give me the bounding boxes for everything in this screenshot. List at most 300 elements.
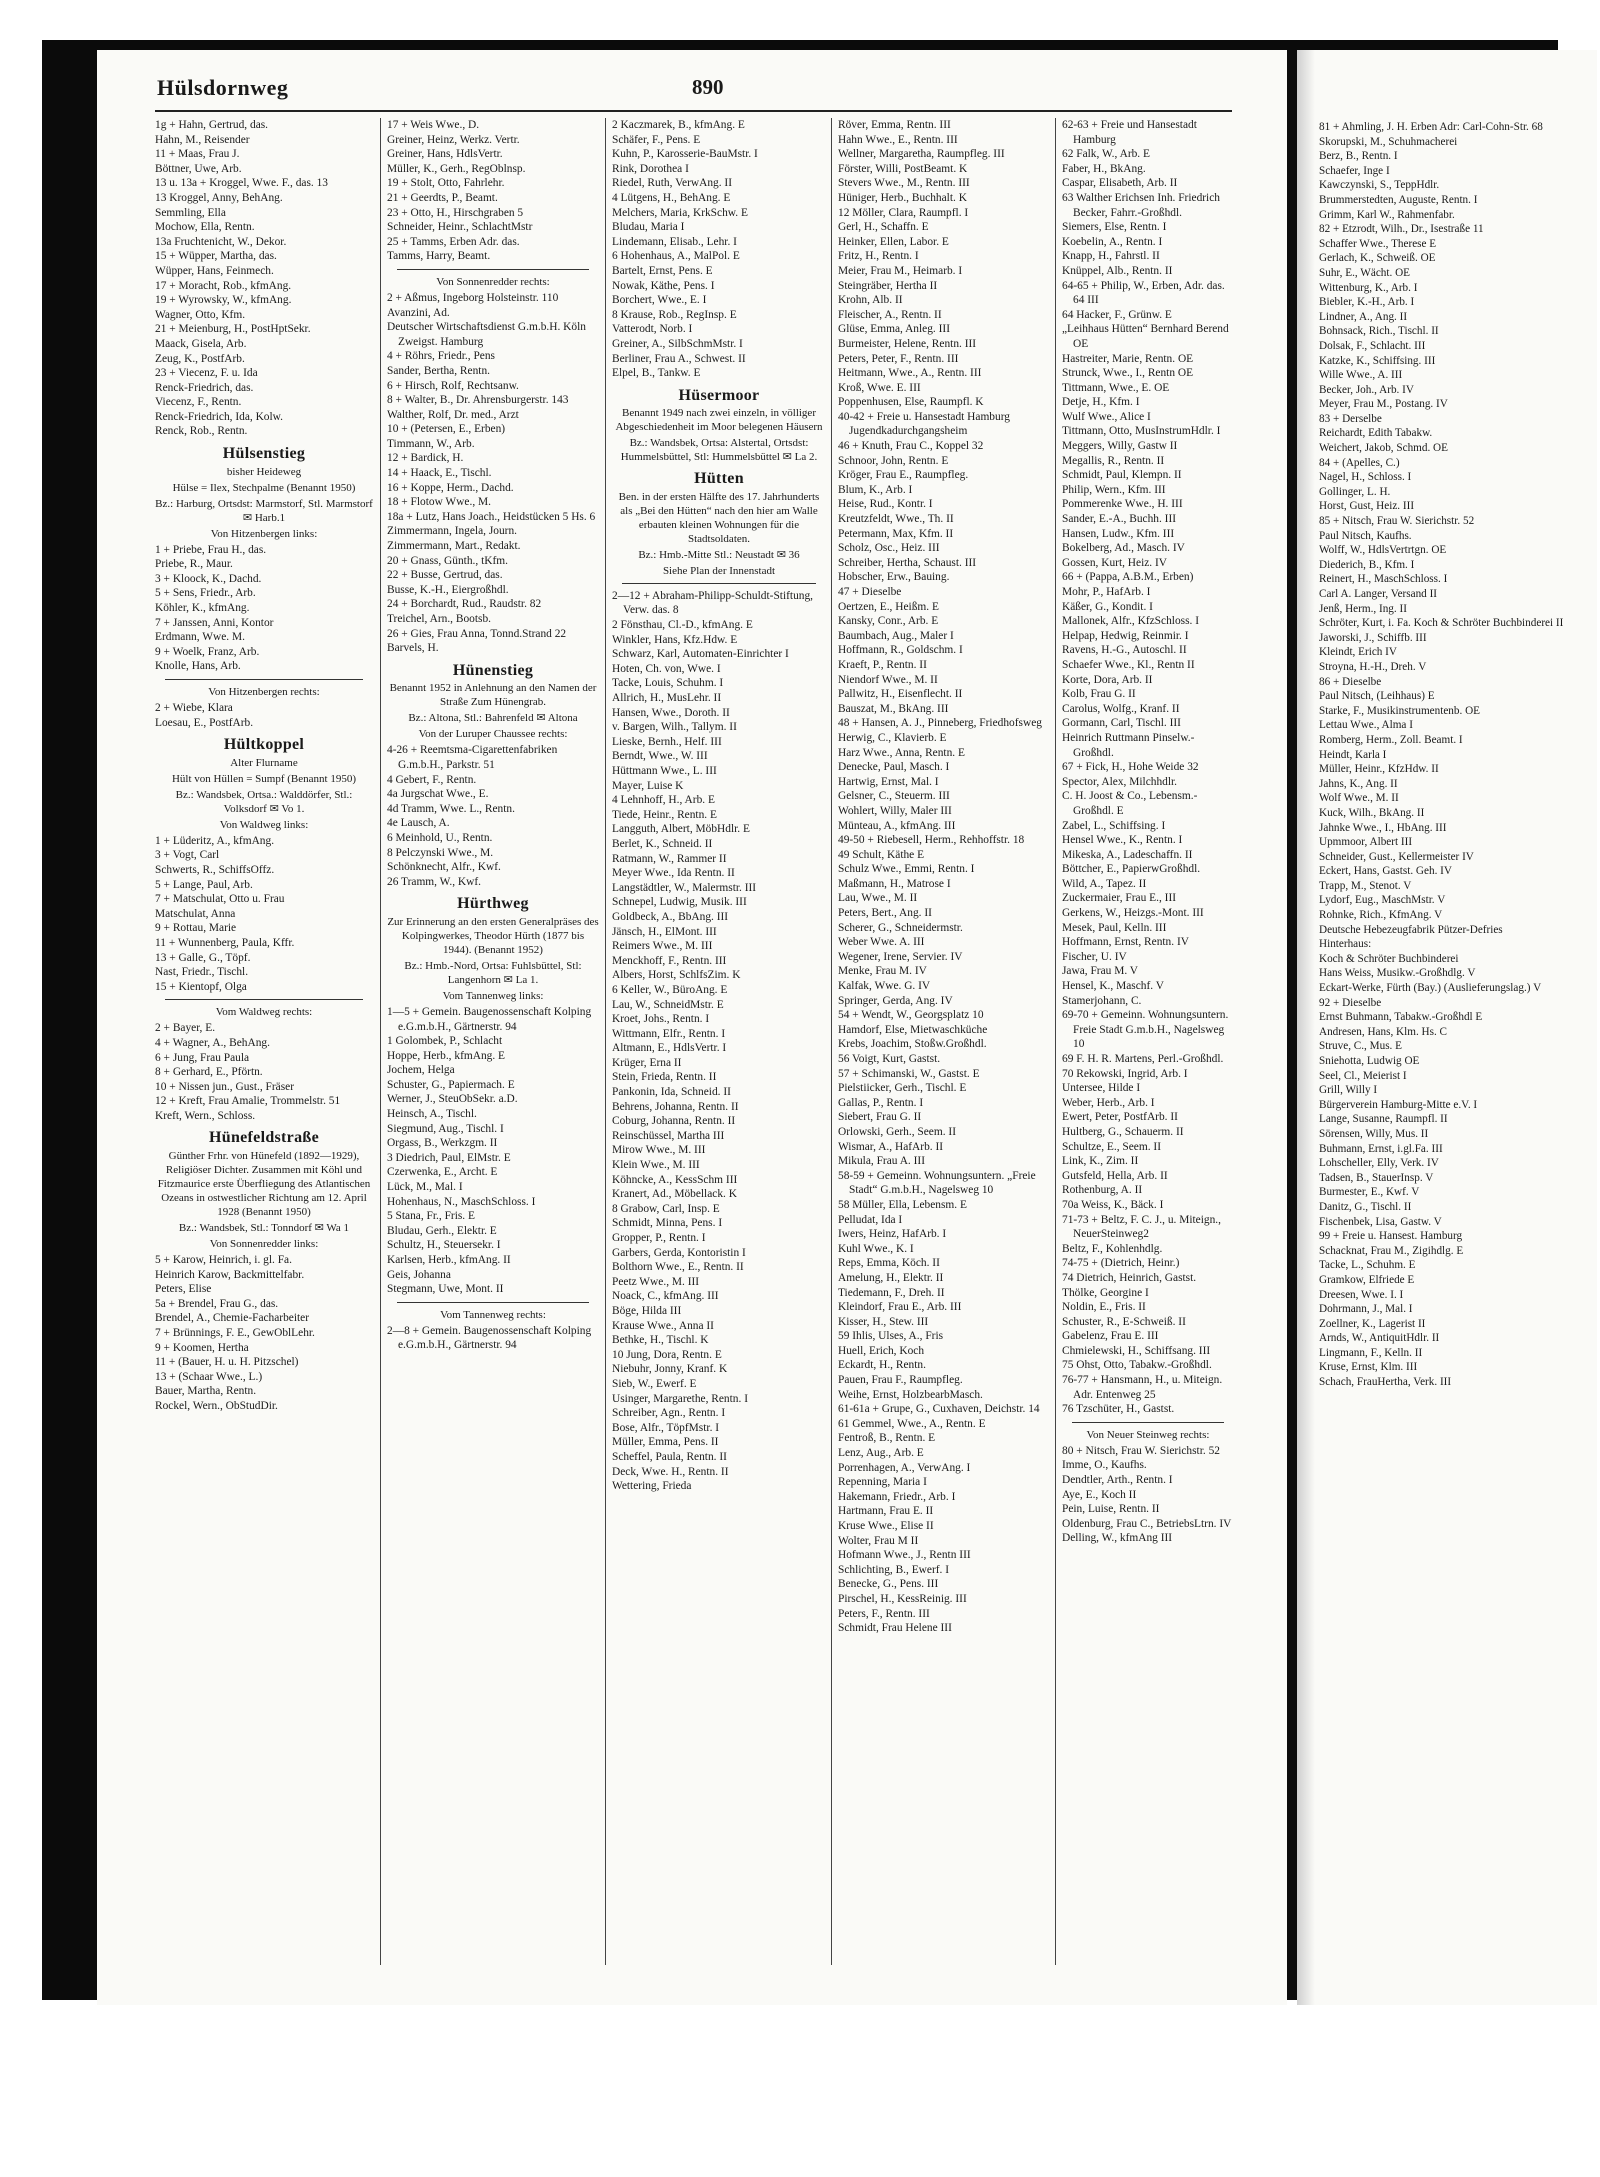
- directory-entry: Krüger, Erna II: [612, 1056, 682, 1069]
- directory-entry: Danitz, G., Tischl. II: [1319, 1200, 1412, 1213]
- directory-entry: 15 + Kientopf, Olga: [155, 980, 247, 993]
- directory-entry: Kranert, Ad., Möbellack. K: [612, 1188, 737, 1201]
- directory-entry: 20 + Gnass, Günth., tKfm.: [387, 554, 508, 567]
- street-note: Bz.: Wandsbek, Stl.: Tonndorf ✉ Wa 1: [178, 1222, 350, 1235]
- directory-entry: 2—8 + Gemein. Baugenossenschaft Kolping e.G.m.b.H., Gärtnerstr. 94: [387, 1324, 592, 1352]
- directory-entry: Jawa, Frau M. V: [1062, 965, 1139, 978]
- directory-entry: 9 + Woelk, Franz, Arb.: [155, 645, 260, 658]
- directory-entry: Gollinger, L. H.: [1319, 485, 1391, 498]
- directory-entry: 22 + Busse, Gertrud, das.: [387, 569, 503, 582]
- directory-entry: Amelung, H., Elektr. II: [838, 1271, 944, 1284]
- directory-entry: 23 + Viecenz, F. u. Ida: [155, 367, 258, 380]
- directory-entry: Greiner, Heinz, Werkz. Vertr.: [387, 133, 520, 146]
- directory-entry: Langstädtler, W., Malermstr. III: [612, 881, 757, 894]
- street-note: Von Sonnenredder rechts:: [436, 275, 550, 288]
- directory-entry: Fritz, H., Rentn. I: [838, 250, 919, 263]
- directory-entry: 9 + Rottau, Marie: [155, 922, 237, 935]
- directory-entry: Bludau, Gerh., Elektr. E: [387, 1224, 497, 1237]
- directory-entry: Garbers, Gerda, Kontoristin I: [612, 1246, 746, 1259]
- directory-entry: Schuster, R., E-Schweiß. II: [1062, 1315, 1186, 1328]
- street-note: Günther Frhr. von Hünefeld (1892—1929), Religiöser Dichter. Zusammen mit Köhl und Fitzmaurice erste Überfliegung des Atlantischen Ozeans in ostwestlicher Richtung am 12. April 1928 (Benannt 1950): [157, 1150, 371, 1219]
- directory-entry: 61 Gemmel, Wwe., A., Rentn. E: [838, 1417, 986, 1430]
- directory-entry: Renck-Friedrich, Ida, Kolw.: [155, 410, 283, 423]
- directory-entry: Busse, K.-H., Eiergroßhdl.: [387, 583, 509, 596]
- directory-entry: Bethke, H., Tischl. K: [612, 1334, 709, 1347]
- directory-entry: Lohscheller, Elly, Verk. IV: [1319, 1157, 1439, 1170]
- directory-entry: Wittmann, Elfr., Rentn. I: [612, 1027, 726, 1040]
- directory-entry: Schäfer, F., Pens. E: [612, 133, 701, 146]
- directory-entry: Dreesen, Wwe. I. I: [1319, 1288, 1404, 1301]
- directory-entry: Semmling, Ella: [155, 206, 226, 219]
- directory-entry: Heinrich Ruttmann Pinselw.-Großhdl.: [1062, 731, 1195, 759]
- directory-entry: 5 Stana, Fr., Fris. E: [387, 1210, 475, 1223]
- directory-entry: 2 Fönsthau, Cl.-D., kfmAng. E: [612, 619, 753, 632]
- directory-entry: 57 + Schimanski, W., Gastst. E: [838, 1067, 980, 1080]
- directory-entry: Jaworski, J., Schiffb. III: [1319, 631, 1427, 644]
- directory-entry: Altmann, E., HdlsVertr. I: [612, 1042, 727, 1055]
- directory-entry: 7 + Brünnings, F. E., GewOblLehr.: [155, 1327, 315, 1340]
- directory-entry: Bose, Alfr., TöpfMstr. I: [612, 1421, 720, 1434]
- directory-entry: 4 + Wagner, A., BehAng.: [155, 1036, 270, 1049]
- directory-entry: Schnoor, John, Rentn. E: [838, 454, 949, 467]
- directory-entry: 47 + Dieselbe: [838, 586, 902, 598]
- directory-entry: Schwerts, R., SchiffsOffz.: [155, 863, 275, 876]
- directory-entry: Hobscher, Erw., Bauing.: [838, 571, 950, 584]
- directory-entry: 23 + Otto, H., Hirschgraben 5: [387, 206, 524, 219]
- directory-entry: Nagel, H., Schloss. I: [1319, 471, 1412, 484]
- directory-entry: Werner, J., SteuObSekr. a.D.: [387, 1093, 518, 1106]
- directory-entry: Kreft, Wern., Schloss.: [155, 1109, 256, 1122]
- directory-entry: Gallas, P., Rentn. I: [838, 1096, 924, 1109]
- directory-entry: Wolff, W., HdlsVertrtgn. OE: [1319, 544, 1447, 557]
- directory-entry: Krebs, Joachim, Stoßw.Großhdl.: [838, 1038, 987, 1051]
- directory-entry: Zeug, K., PostfArb.: [155, 352, 245, 365]
- directory-entry: Schnepel, Ludwig, Musik. III: [612, 896, 747, 909]
- directory-entry: Mirow Wwe., M. III: [612, 1144, 706, 1157]
- directory-entry: 4-26 + Reemtsma-Cigarettenfabriken G.m.b.H., Parkstr. 51: [387, 744, 558, 771]
- directory-entry: 70a Weiss, K., Bäck. I: [1062, 1198, 1164, 1211]
- directory-entry: Hansen, Ludw., Kfm. III: [1062, 527, 1175, 540]
- directory-entry: Mikeska, A., Ladeschaffn. II: [1062, 848, 1193, 861]
- street-note: Von Neuer Steinweg rechts:: [1086, 1428, 1210, 1441]
- directory-entry: Burmeister, Helene, Rentn. III: [838, 337, 977, 350]
- directory-entry: Reinschüssel, Martha III: [612, 1129, 725, 1142]
- directory-entry: Gramkow, Elfriede E: [1319, 1273, 1415, 1286]
- directory-entry: Lange, Susanne, Raumpfl. II: [1319, 1113, 1448, 1126]
- directory-entry: Gossen, Kurt, Heiz. IV: [1062, 556, 1168, 569]
- directory-entry: Wolf Wwe., M. II: [1319, 792, 1399, 805]
- directory-entry: Gormann, Carl, Tischl. III: [1062, 717, 1181, 730]
- directory-entry: Schach, FrauHertha, Verk. III: [1319, 1376, 1452, 1389]
- directory-entry: Herwig, C., Klavierb. E: [838, 731, 947, 744]
- directory-entry: Suhr, E., Wächt. OE: [1319, 266, 1411, 279]
- directory-entry: Zabel, L., Schiffsing. I: [1062, 819, 1166, 832]
- directory-entry: Spector, Alex, Milchhdlr.: [1062, 775, 1178, 788]
- directory-entry: Philip, Wern., Kfm. III: [1062, 483, 1166, 496]
- directory-entry: 4 Lehnhoff, H., Arb. E: [612, 794, 715, 807]
- directory-entry: Avanzini, Ad.: [387, 306, 450, 319]
- directory-entry: Dendtler, Arth., Rentn. I: [1062, 1474, 1173, 1487]
- directory-entry: Wüpper, Hans, Feinmech.: [155, 264, 274, 277]
- directory-entry: Schulz Wwe., Emmi, Rentn. I: [838, 863, 975, 876]
- directory-entry: Kuhn, P., Karosserie-BauMstr. I: [612, 148, 758, 161]
- directory-entry: Kroß, Wwe. E. III: [838, 381, 921, 394]
- directory-entry: Eckert, Hans, Gastst. Geh. IV: [1319, 865, 1452, 878]
- directory-entry: Knüppel, Alb., Rentn. II: [1062, 264, 1173, 277]
- directory-entry: Carolus, Wolfg., Kranf. II: [1062, 702, 1180, 715]
- street-heading: Hültkoppel: [223, 736, 305, 754]
- directory-entry: 64-65 + Philip, W., Erben, Adr. das. 64 III: [1062, 279, 1225, 307]
- directory-entry: Pauen, Frau F., Raumpfleg.: [838, 1374, 963, 1387]
- directory-entry: 2 + Wiebe, Klara: [155, 702, 233, 714]
- directory-entry: Heitmann, Wwe., A., Rentn. III: [838, 367, 982, 380]
- directory-entry: Faber, H., BkAng.: [1062, 162, 1146, 175]
- directory-entry: Kuhl Wwe., K. I: [838, 1242, 914, 1255]
- directory-entry: 6 Meinhold, U., Rentn.: [387, 831, 493, 844]
- street-note: Von Sonnenredder links:: [209, 1238, 319, 1251]
- directory-entry: 4 + Röhrs, Friedr., Pens: [387, 350, 495, 363]
- directory-entry: 21 + Geerdts, P., Beamt.: [387, 191, 498, 204]
- directory-entry: Kraeft, P., Rentn. II: [838, 658, 927, 671]
- directory-entry: Scholz, Osc., Heiz. III: [838, 542, 940, 555]
- directory-entry: 59 Ihlis, Ulses, A., Fris: [838, 1330, 944, 1343]
- directory-entry: Erdmann, Wwe. M.: [155, 631, 245, 644]
- directory-entry: 5 + Sens, Friedr., Arb.: [155, 587, 256, 600]
- directory-entry: 76-77 + Hansmann, H., u. Miteign. Adr. Entenweg 25: [1062, 1374, 1223, 1401]
- directory-entry: Kolb, Frau G. II: [1062, 688, 1136, 701]
- directory-entry: 66 + (Pappa, A.B.M., Erben): [1062, 571, 1194, 584]
- directory-entry: Weber, Herb., Arb. I: [1062, 1096, 1155, 1109]
- directory-entry: 4d Tramm, Wwe. L., Rentn.: [387, 802, 515, 815]
- street-note: Bz.: Hmb.-Mitte Stl.: Neustadt ✉ 36: [638, 548, 800, 561]
- page-gutter-shadow: [1297, 50, 1315, 2005]
- directory-entry: Nast, Friedr., Tischl.: [155, 966, 249, 979]
- directory-entry: 54 + Wendt, W., Georgsplatz 10: [838, 1009, 984, 1022]
- directory-entry: Eckardt, H., Rentn.: [838, 1359, 926, 1372]
- street-note: Ben. in der ersten Hälfte des 17. Jahrhunderts als „Bei den Hütten“ nach den hier am Walle erbauten kleinen Wohnungen für die Stadtsoldaten.: [618, 490, 820, 545]
- directory-entry: Pommerenke Wwe., H. III: [1062, 498, 1183, 511]
- directory-entry: Stegmann, Uwe, Mont. II: [387, 1283, 504, 1296]
- directory-entry: Berliner, Frau A., Schwest. II: [612, 352, 746, 365]
- street-note: Von Hitzenbergen links:: [210, 527, 318, 540]
- street-note: Bz.: Wandsbek, Ortsa: Alstertal, Ortsdst: Hummelsbüttel, Stl: Hummelsbüttel ✉ La 2.: [620, 437, 818, 464]
- directory-entry: „Leihhaus Hütten“ Bernhard Berend OE: [1062, 323, 1229, 350]
- directory-entry: Zuckermaier, Frau E., III: [1062, 892, 1177, 905]
- directory-entry: Tacke, L., Schuhm. E: [1319, 1259, 1416, 1272]
- directory-entry: Lindner, A., Ang. II: [1319, 310, 1408, 323]
- directory-entry: 56 Voigt, Kurt, Gastst.: [838, 1053, 941, 1065]
- directory-entry: Biebler, K.-H., Arb. I: [1319, 296, 1415, 309]
- directory-entry: Rockel, Wern., ObStudDir.: [155, 1400, 278, 1412]
- directory-entry: 19 + Wyrowsky, W., kfmAng.: [155, 294, 292, 307]
- directory-entry: Grimm, Karl W., Rahmenfabr.: [1319, 208, 1455, 221]
- directory-entry: Melchers, Maria, KrkSchw. E: [612, 206, 748, 219]
- directory-entry: Oertzen, E., Heißm. E: [838, 600, 939, 613]
- directory-entry: Bolthorn Wwe., E., Rentn. II: [612, 1261, 744, 1274]
- directory-entry: Paul Nitsch, Kaufhs.: [1319, 529, 1412, 542]
- directory-entry: Porrenhagen, A., VerwAng. I: [838, 1461, 971, 1474]
- directory-entry: Brendel, A., Chemie-Facharbeiter: [155, 1312, 310, 1325]
- directory-entry: Barvels, H.: [387, 642, 439, 655]
- directory-entry: Matschulat, Anna: [155, 907, 236, 920]
- page-number: 890: [692, 75, 724, 99]
- directory-entry: Schwarz, Karl, Automaten-Einrichter I: [612, 648, 789, 661]
- directory-entry: Noack, C., kfmAng. III: [612, 1290, 719, 1303]
- directory-entry: 46 + Knuth, Frau C., Koppel 32: [838, 440, 984, 453]
- street-note: Hült von Hüllen = Sumpf (Benannt 1950): [171, 772, 357, 785]
- directory-entry: Wittenburg, K., Arb. I: [1319, 281, 1418, 294]
- directory-entry: Becker, Joh., Arb. IV: [1319, 383, 1414, 396]
- directory-entry: Starke, F., Musikinstrumentenb. OE: [1319, 704, 1480, 717]
- directory-entry: Deutsche Hebezeugfabrik Pützer-Defries: [1319, 923, 1503, 936]
- street-note: Alter Flurname: [230, 756, 298, 769]
- directory-entry: 4 Gebert, F., Rentn.: [387, 773, 477, 786]
- directory-entry: Bauer, Martha, Rentn.: [155, 1385, 257, 1398]
- directory-entry: 10 Jung, Dora, Rentn. E: [612, 1348, 722, 1361]
- directory-entry: Wohlert, Willy, Maler III: [838, 804, 952, 817]
- directory-entry: Korte, Dora, Arb. II: [1062, 673, 1153, 686]
- directory-entry: 5a + Brendel, Frau G., das.: [155, 1297, 279, 1310]
- directory-entry: 3 + Kloock, K., Dachd.: [155, 572, 262, 585]
- directory-entry: Hahn, M., Reisender: [155, 133, 250, 146]
- directory-entry: Wolter, Frau M II: [838, 1534, 919, 1547]
- directory-entry: 69 F. H. R. Martens, Perl.-Großhdl.: [1062, 1053, 1224, 1065]
- directory-entry: 75 Ohst, Otto, Tabakw.-Großhdl.: [1062, 1359, 1212, 1372]
- directory-entry: Upmmoor, Albert III: [1319, 836, 1413, 849]
- street-note: Bz.: Wandsbek, Ortsa.: Walddörfer, Stl.: Volksdorf ✉ Vo 1.: [175, 788, 353, 815]
- directory-entry: Schreiber, Hertha, Schaust. III: [838, 556, 977, 569]
- directory-entry: 13a Fruchtenicht, W., Dekor.: [155, 235, 287, 248]
- directory-entry: Kuck, Wilh., BkAng. II: [1319, 806, 1425, 819]
- directory-entry: 80 + Nitsch, Frau W. Sierichstr. 52: [1062, 1444, 1220, 1457]
- directory-entry: 26 + Gies, Frau Anna, Tonnd.Strand 22: [387, 627, 567, 640]
- directory-entry: 6 Hohenhaus, A., MalPol. E: [612, 250, 740, 263]
- directory-entry: Wegener, Irene, Servier. IV: [838, 950, 963, 963]
- directory-entry: 86 + Dieselbe: [1319, 675, 1382, 688]
- directory-entry: Aye, E., Koch II: [1062, 1488, 1137, 1501]
- directory-entry: Hensel, K., Maschf. V: [1062, 980, 1164, 993]
- street-heading: Hütten: [694, 470, 744, 488]
- directory-entry: Lettau Wwe., Alma I: [1319, 719, 1413, 732]
- directory-entry: Meier, Frau M., Heimarb. I: [838, 264, 963, 277]
- directory-entry: Menckhoff, F., Rentn. III: [612, 954, 727, 967]
- directory-entry: Wulf Wwe., Alice I: [1062, 410, 1151, 423]
- directory-entry: Paul Nitsch, (Leihhaus) E: [1319, 690, 1435, 703]
- directory-entry: 12 + Bardick, H.: [387, 452, 464, 465]
- directory-entry: Horst, Gust, Heiz. III: [1319, 500, 1415, 513]
- directory-entry: Rothenburg, A. II: [1062, 1184, 1143, 1197]
- directory-entry: Köhler, K., kfmAng.: [155, 602, 250, 615]
- directory-entry: Hensel Wwe., K., Rentn. I: [1062, 834, 1183, 847]
- section-divider: [622, 583, 816, 584]
- directory-entry: Weichert, Jakob, Schmd. OE: [1319, 442, 1448, 455]
- directory-entry: Bohnsack, Rich., Tischl. II: [1319, 325, 1439, 338]
- directory-entry: Pankonin, Ida, Schneid. II: [612, 1086, 731, 1099]
- directory-entry: Skorupski, M., Schuhmacherei: [1319, 135, 1458, 148]
- directory-entry: 14 + Haack, E., Tischl.: [387, 467, 492, 480]
- directory-entry: Hinterhaus:: [1319, 938, 1372, 951]
- directory-entry: 76 Tzschüter, H., Gastst.: [1062, 1403, 1175, 1416]
- directory-entry: 9 + Koomen, Hertha: [155, 1341, 249, 1354]
- directory-entry: Pallwitz, H., Eisenflecht. II: [838, 688, 963, 701]
- directory-entry: Krause Wwe., Anna II: [612, 1319, 714, 1332]
- directory-entry: Zimmermann, Mart., Redakt.: [387, 540, 521, 553]
- directory-entry: 2 + Aßmus, Ingeborg Holsteinstr. 110: [387, 291, 559, 304]
- directory-entry: Tiede, Heinr., Rentn. E: [612, 808, 717, 821]
- directory-entry: Beltz, F., Kohlenhdlg.: [1062, 1242, 1163, 1255]
- directory-entry: Scherer, G., Schneidermstr.: [838, 921, 963, 934]
- directory-entry: Röver, Emma, Rentn. III: [838, 119, 951, 131]
- directory-entry: Weihe, Ernst, HolzbearbMasch.: [838, 1388, 983, 1401]
- directory-entry: Fischenbek, Lisa, Gastw. V: [1319, 1215, 1442, 1228]
- directory-entry: Struve, C., Mus. E: [1319, 1040, 1402, 1053]
- directory-entry: Menke, Frau M. IV: [838, 965, 927, 978]
- directory-entry: 82 + Etzrodt, Wilh., Dr., Isestraße 11: [1319, 223, 1484, 236]
- directory-entry: Reinert, H., MaschSchloss. I: [1319, 573, 1448, 586]
- directory-entry: Heinsch, A., Tischl.: [387, 1108, 477, 1121]
- directory-entry: Carl A. Langer, Versand II: [1319, 588, 1438, 600]
- directory-entry: 12 + Kreft, Frau Amalie, Trommelstr. 51: [155, 1095, 341, 1108]
- directory-entry: Usinger, Margarethe, Rentn. I: [612, 1392, 748, 1405]
- directory-entry: Jänsch, H., ElMont. III: [612, 925, 717, 938]
- directory-entry: Schneider, Gust., Kellermeister IV: [1319, 850, 1474, 863]
- directory-entry: 58 Müller, Ella, Lebensm. E: [838, 1198, 967, 1211]
- directory-entry: 15 + Wüpper, Martha, das.: [155, 250, 277, 263]
- directory-entry: 67 + Fick, H., Hohe Weide 32: [1062, 761, 1199, 774]
- directory-column-1: [155, 118, 379, 1965]
- directory-entry: Schuster, G., Papiermach. E: [387, 1078, 515, 1091]
- directory-entry: 69-70 + Gemeinn. Wohnungsuntern. Freie Stadt G.m.b.H., Nagelsweg 10: [1062, 1009, 1229, 1051]
- section-divider: [397, 269, 589, 270]
- directory-entry: Stevers Wwe., M., Rentn. III: [838, 177, 970, 190]
- directory-entry: v. Bargen, Wilh., Tallym. II: [612, 721, 737, 734]
- directory-entry: Niendorf Wwe., M. II: [838, 673, 938, 686]
- directory-entry: Rink, Dorothea I: [612, 162, 689, 175]
- directory-entry: Gabelenz, Frau E. III: [1062, 1330, 1159, 1343]
- directory-entry: 63 Walther Erichsen Inh. Friedrich Becker, Fahrr.-Großhdl.: [1062, 191, 1220, 219]
- directory-entry: 11 + Maas, Frau J.: [155, 148, 240, 161]
- directory-entry: 11 + (Bauer, H. u. H. Pitzschel): [155, 1356, 299, 1369]
- street-note: Vom Waldweg rechts:: [215, 1006, 313, 1019]
- street-heading: Hünenstieg: [452, 661, 534, 679]
- directory-entry: Koebelin, A., Rentn. I: [1062, 235, 1163, 248]
- directory-entry: Kalfak, Wwe. G. IV: [838, 980, 931, 993]
- directory-entry: Eckart-Werke, Fürth (Bay.) (Auslieferungslag.) V: [1319, 982, 1542, 995]
- directory-entry: Berz, B., Rentn. I: [1319, 150, 1398, 163]
- directory-entry: Renck-Friedrich, das.: [155, 381, 254, 394]
- directory-entry: Sander, E.-A., Buchh. III: [1062, 513, 1177, 526]
- directory-entry: Pielstiicker, Gerh., Tischl. E: [838, 1082, 967, 1095]
- directory-entry: 5 + Karow, Heinrich, i. gl. Fa.: [155, 1254, 292, 1267]
- directory-entry: Lydorf, Eug., MaschMstr. V: [1319, 894, 1446, 907]
- directory-entry: 6 Keller, W., BüroAng. E: [612, 983, 728, 996]
- directory-entry: Gerkens, W., Heizgs.-Mont. III: [1062, 907, 1204, 920]
- directory-entry: Siemers, Else, Rentn. I: [1062, 221, 1167, 234]
- directory-entry: Wettering, Frieda: [612, 1480, 692, 1493]
- directory-entry: 17 + Weis Wwe., D.: [387, 119, 480, 131]
- directory-entry: Kawczynski, S., TeppHdlr.: [1319, 179, 1440, 192]
- directory-entry: Behrens, Johanna, Rentn. II: [612, 1100, 739, 1113]
- directory-entry: 84 + (Apelles, C.): [1319, 456, 1400, 469]
- directory-entry: 10 + Nissen jun., Gust., Fräser: [155, 1080, 294, 1093]
- directory-entry: Steingräber, Hertha II: [838, 279, 938, 292]
- street-heading: Hülsenstieg: [222, 445, 306, 463]
- scan-background: [42, 40, 1564, 2000]
- directory-entry: 6 + Hirsch, Rolf, Rechtsanw.: [387, 379, 519, 392]
- directory-entry: Ravens, H.-G., Autoschl. II: [1062, 644, 1187, 657]
- street-heading: Hüsermoor: [678, 386, 760, 404]
- header-rule: [155, 110, 1232, 112]
- directory-entry: Hamdorf, Else, Mietwaschküche: [838, 1023, 988, 1036]
- street-note: bisher Heideweg: [226, 465, 302, 478]
- directory-entry: Hoppe, Herb., kfmAng. E: [387, 1049, 505, 1062]
- directory-entry: Maack, Gisela, Arb.: [155, 337, 247, 350]
- directory-entry: Hofmann Wwe., J., Rentn III: [838, 1549, 971, 1562]
- directory-entry: Lingmann, F., Kelln. II: [1319, 1346, 1423, 1359]
- directory-entry: Langguth, Albert, MöbHdlr. E: [612, 823, 750, 836]
- directory-entry: Diederich, B., Kfm. I: [1319, 558, 1415, 571]
- directory-column-2: [380, 118, 605, 1965]
- directory-entry: Bartelt, Ernst, Pens. E: [612, 264, 713, 277]
- directory-entry: 26 Tramm, W., Kwf.: [387, 875, 481, 888]
- directory-entry: Nowak, Käthe, Pens. I: [612, 279, 715, 292]
- directory-entry: Imme, O., Kaufhs.: [1062, 1459, 1147, 1472]
- directory-entry: Stamerjohann, C.: [1062, 994, 1142, 1007]
- section-divider: [165, 679, 363, 680]
- directory-entry: Strunck, Wwe., I., Rentn OE: [1062, 367, 1194, 380]
- directory-column-4: [831, 118, 1056, 1965]
- directory-entry: Mayer, Luise K: [612, 779, 684, 792]
- street-note: Benannt 1949 nach zwei einzeln, in völliger Abgeschiedenheit im Moor belegenen Häusern: [615, 407, 823, 434]
- directory-entry: Dohrmann, J., Mal. I: [1319, 1303, 1413, 1316]
- directory-entry: Pelludat, Ida I: [838, 1213, 903, 1226]
- directory-entry: Klein Wwe., M. III: [612, 1159, 700, 1172]
- directory-entry: Köhncke, A., KessSchm III: [612, 1173, 738, 1186]
- directory-entry: Schlichting, B., Ewerf. I: [838, 1563, 950, 1576]
- directory-entry: Winkler, Hans, Kfz.Hdw. E: [612, 633, 738, 646]
- directory-entry: 3 + Vogt, Carl: [155, 849, 220, 862]
- directory-entry: Andresen, Hans, Klm. Hs. C: [1319, 1025, 1448, 1038]
- right-page: [1297, 50, 1597, 2005]
- directory-entry: Tacke, Louis, Schuhm. I: [612, 677, 724, 690]
- directory-entry: Schreiber, Agn., Rentn. I: [612, 1407, 726, 1420]
- directory-entry: Meggers, Willy, Gastw II: [1062, 440, 1178, 453]
- directory-entry: Scheffel, Paula, Rentn. II: [612, 1450, 727, 1463]
- directory-entry: Kruse, Ernst, Klm. III: [1319, 1361, 1418, 1374]
- directory-entry: Münteau, A., kfmAng. III: [838, 819, 956, 832]
- street-heading: Hünefeldstraße: [209, 1129, 319, 1147]
- directory-entry: Wagner, Otto, Kfm.: [155, 308, 246, 321]
- directory-entry: Deutscher Wirtschaftsdienst G.m.b.H. Köln Zweigst. Hamburg: [387, 321, 586, 348]
- directory-entry: Mikula, Frau A. III: [838, 1155, 925, 1168]
- directory-entry: 4e Lausch, A.: [387, 817, 450, 830]
- directory-entry: Schmidt, Minna, Pens. I: [612, 1217, 723, 1230]
- directory-entry: Gerlach, K., Schweiß. OE: [1319, 252, 1436, 265]
- directory-entry: Brummerstedten, Auguste, Rentn. I: [1319, 193, 1478, 206]
- directory-entry: Harz Wwe., Anna, Rentn. E: [838, 746, 965, 759]
- street-note: Von Hitzenbergen rechts:: [208, 686, 320, 698]
- directory-entry: Orlowski, Gerh., Seem. II: [838, 1125, 956, 1138]
- left-page: [97, 50, 1287, 2005]
- directory-column-right: [1319, 120, 1587, 1965]
- directory-entry: 8 + Gerhard, E., Pförtn.: [155, 1066, 263, 1079]
- directory-entry: 21 + Meienburg, H., PostHptSekr.: [155, 323, 311, 336]
- street-note: Hülse = Ilex, Stechpalme (Benannt 1950): [172, 481, 356, 494]
- directory-entry: 8 Krause, Rob., RegInsp. E: [612, 308, 737, 321]
- directory-entry: 8 + Walter, B., Dr. Ahrensburgerstr. 143: [387, 394, 569, 407]
- directory-entry: Schmidt, Frau Helene III: [838, 1622, 952, 1635]
- directory-entry: Lück, M., Mal. I: [387, 1181, 463, 1194]
